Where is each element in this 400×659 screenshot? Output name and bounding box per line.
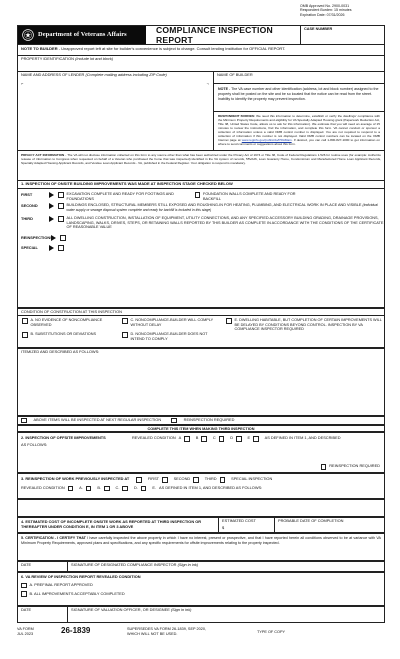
section-3-as-defined: AS DEFINED IN ITEM 1, AND DESCRIBED AS FOLLOWS:: [159, 484, 263, 490]
va-case-note: [214, 84, 384, 112]
omb-info: [300, 4, 352, 17]
special-label: SPECIAL: [21, 245, 38, 250]
section-2-revealed-label: REVEALED CONDITION: [132, 435, 176, 441]
improvements-completed-label: B. ALL IMPROVEMENTS ACCEPTABLY COMPLETED: [29, 590, 125, 596]
note-to-builder-text: - Unapproved report left at site for builder's convenience is subject to change. Consult lending institution for OFFICIAL REPORT.: [57, 46, 286, 51]
section-2-a-label: A: [178, 435, 182, 441]
section-3-d-checkbox[interactable]: [122, 486, 128, 492]
builder-name-field[interactable]: [214, 72, 384, 84]
form-title: COMPLIANCE INSPECTION REPORT: [156, 24, 273, 45]
property-identification-hint: (Include lot and block): [75, 56, 114, 61]
prefinal-approved-label: A. PREFINAL REPORT APPROVED: [29, 582, 93, 588]
improvements-completed-checkbox[interactable]: [21, 591, 27, 597]
condition-c-checkbox[interactable]: [122, 318, 128, 324]
section-3-second-checkbox[interactable]: [162, 477, 168, 483]
stage-second: [21, 203, 385, 212]
condition-b: [22, 332, 117, 338]
va-case-note-label: NOTE: [218, 87, 228, 92]
va-seal-icon: [22, 29, 34, 41]
section-5-text: I have carefully inspected the above property in which I have no interest, present or prospective, and that I have reported herein all conditions observed to be at variance with VA Minimum Property Requirements, approved plans and specifications, and any specific requirements for offsite improvements relating to the property inspected.: [21, 536, 381, 545]
respondent-burden: [214, 112, 384, 150]
condition-c: [122, 318, 220, 327]
lender-builder-section: [17, 72, 385, 151]
section-2-d-checkbox[interactable]: [236, 436, 242, 442]
section-3-special-checkbox[interactable]: [220, 477, 226, 483]
section-2-b-label: B: [195, 435, 199, 441]
stage-third-label: THIRD: [21, 216, 33, 221]
reinspections-checkbox[interactable]: [60, 235, 66, 241]
valuation-date-label: DATE: [21, 607, 32, 612]
va-form-label: VA FORM: [17, 627, 34, 631]
case-number-field[interactable]: [300, 26, 384, 44]
third-inspection-header: COMPLETE THIS ITEM WHEN MAKING THIRD INSPECTION: [17, 425, 385, 432]
omb-number: OMB Approved No. 2900-0031: [300, 4, 350, 8]
section-2-d-label: D: [230, 435, 234, 441]
second-stage-hint: (Individual water supply or sewage disposal system complete and ready for backfill is included in this stage): [66, 203, 378, 212]
supersedes-line-2: WHICH WILL NOT BE USED.: [127, 631, 178, 636]
section-2-a-checkbox[interactable]: [184, 436, 190, 442]
inspector-date-label: DATE: [21, 562, 32, 567]
itemized-label: ITEMIZED AND DESCRIBED AS FOLLOWS:: [21, 349, 100, 354]
form-footer: [17, 626, 385, 642]
itemized-description-field[interactable]: [17, 348, 385, 416]
condition-a-label: A. NO EVIDENCE OF NONCOMPLIANCE OBSERVED: [30, 318, 103, 327]
inspector-date-field[interactable]: [18, 562, 68, 571]
privacy-act-label: PRIVACY ACT INFORMATION: [21, 153, 65, 157]
inspector-signature-hint: (Sign in ink): [177, 562, 199, 567]
respondent-burden-time: Respondent Burden: 15 minutes: [300, 8, 352, 13]
condition-e-label: E. DWELLING HABITABLE, BUT COMPLETION OF CERTAIN IMPROVEMENTS WILL BE DELAYED BY CONDITIONS BEYOND CONTROL. INSPECTION BY VA COMPLIANCE INSPECTOR REQUIRED: [234, 318, 382, 332]
agency-name: Department of Veterans Affairs: [38, 31, 127, 39]
section-3-revealed-label: REVEALED CONDITION: [21, 484, 65, 490]
special-checkbox[interactable]: [58, 245, 64, 251]
section-2-e-label: E: [247, 435, 251, 441]
va-case-note-text: - The VA case number and other identification (address, lot and block number) assigned to the property shall be posted on the site and be so located that the notice can be read from the street. Inability to identify the property may prevent inspection.: [218, 87, 379, 101]
second-stage-text: BUILDINGS ENCLOSED, STRUCTURAL MEMBERS STILL EXPOSED AND ROUGHING-IN FOR HEATING, PLUMBING, AND ELECTRICAL WORK IN PLACE AND VISIBLE: [66, 203, 363, 207]
omb-link[interactable]: www.reginfo.gov/public/do/PRAMain: [241, 138, 292, 143]
stage-first: [21, 192, 313, 201]
arrow-icon: [49, 216, 54, 222]
stage-third: [21, 216, 385, 230]
property-identification-field[interactable]: [17, 56, 385, 72]
form-number: 26-1839: [61, 626, 91, 635]
section-2-reinspection-checkbox[interactable]: [321, 464, 327, 470]
second-stage-checkbox[interactable]: [58, 203, 64, 209]
respondent-burden-text: We need this information to determine, establish or verify the dwellings' compliance with the Minimum Property Requirements and eligibility for VA Specially Adapted Housing grant (Paperwork Reduction Act, Title 38, United States Code, allows us to ask for this information). We estimate that you will need an average of 15 minutes to review the instructions, find the information, and complete this form. VA cannot conduct or sponsor a collection of information unless a valid OMB control number is displayed. You are not required to respond to a collection of information if this number is not displayed. Valid OMB control numbers can be located on the OMB Internet page at: [218, 114, 380, 143]
items-inspection-row: [17, 416, 385, 425]
next-regular-inspection-checkbox[interactable]: [21, 418, 27, 424]
valuation-date-field[interactable]: [18, 607, 68, 622]
condition-c-label: C. NONCOMPLIANCE-BUILDER WILL COMPLY WITHOUT DELAY: [130, 318, 214, 327]
section-3-label: 3. REINSPECTION OF WORK PREVIOUSLY INSPECTED AT: [21, 476, 130, 482]
first-stage-option-2: FOUNDATION WALLS COMPLETE AND READY FOR BACKFILL: [203, 192, 296, 201]
valuation-signature-label: SIGNATURE OF VALUATION OFFICER, OR DESIGNEE: [71, 607, 170, 612]
section-2-c-label: C: [212, 435, 216, 441]
section-3-third-checkbox[interactable]: [193, 477, 199, 483]
arrow-icon: [51, 235, 56, 241]
section-3-a-checkbox[interactable]: [68, 486, 74, 492]
note-to-builder-label: NOTE TO BUILDER: [21, 46, 58, 51]
lender-address-hint: (Complete mailing address including ZIP Code): [85, 72, 167, 77]
section-3-first-checkbox[interactable]: [136, 477, 142, 483]
section-3-third-label: THIRD: [204, 476, 217, 482]
section-2-as-defined: AS DEFINED IN ITEM 1, AND DESCRIBED: [264, 435, 341, 441]
first-stage-checkbox-2[interactable]: [195, 192, 201, 198]
section-6-label: 6. VA REVIEW OF INSPECTION REPORT REVEALED CONDITION: [21, 574, 141, 579]
section-3-a-label: A.: [79, 484, 83, 490]
corner-mark-right: ¬: [206, 81, 209, 86]
property-identification-label: PROPERTY IDENTIFICATION: [21, 56, 74, 61]
case-number-label: CASE NUMBER: [304, 27, 333, 31]
condition-e-checkbox[interactable]: [226, 318, 232, 324]
section-4-estimated-cost: [17, 517, 385, 533]
supersedes-line-1: SUPERSEDES VA FORM 26-1839, SEP 2020,: [127, 627, 206, 631]
section-2-c-checkbox[interactable]: [219, 436, 225, 442]
section-4-label: 4. ESTIMATED COST OF INCOMPLETE ONSITE WORK AS REPORTED AT THIRD INSPECTION OR THEREAFTER UNDER CONDITION E, IN ITEM 1 OR 3 ABOVE: [21, 519, 202, 529]
completion-date-label: PROBABLE DATE OF COMPLETION: [278, 518, 344, 523]
prefinal-approved-checkbox[interactable]: [21, 583, 27, 589]
type-of-copy: TYPE OF COPY: [257, 630, 286, 634]
first-stage-option-1: EXCAVATION COMPLETE AND READY FOR FOOTINGS AND FOUNDATIONS: [66, 192, 174, 201]
arrow-icon: [49, 245, 54, 251]
expiration-date: Expiration Date: 07/31/2026: [300, 12, 345, 17]
corner-mark-left: ⌐: [21, 81, 24, 86]
section-3-c-label: C.: [115, 484, 120, 490]
condition-d-label: D. NONCOMPLIANCE-BUILDER DOES NOT INTEND TO COMPLY: [130, 332, 208, 341]
valuation-signature-field[interactable]: [68, 607, 384, 622]
inspector-signature-label: SIGNATURE OF DESIGNATED COMPLIANCE INSPECTOR: [71, 562, 177, 567]
supersedes-note: [127, 627, 206, 637]
section-2-follows: AS FOLLOWS:: [21, 441, 48, 447]
respondent-burden-label: RESPONDENT BURDEN:: [218, 114, 255, 119]
section-2-e-checkbox[interactable]: [253, 436, 259, 442]
note-to-builder: [17, 45, 385, 56]
section-5-label: 5. CERTIFICATION - I CERTIFY THAT: [21, 536, 86, 540]
stage-second-label: SECOND: [21, 203, 38, 208]
section-1-header: 1. INSPECTION OF ONSITE BUILDING IMPROVEMENTS WAS MADE AT INSPECTION STAGE CHECKED BELOW: [17, 181, 385, 189]
condition-b-label: B. SUBSTITUTIONS OR DEVIATIONS: [30, 332, 97, 336]
condition-d-checkbox[interactable]: [122, 332, 128, 338]
section-2-label: 2. INSPECTION OF OFFSITE IMPROVEMENTS: [21, 435, 106, 441]
respondent-burden-tail: . If desired, you can call 1-800-827-1000 to get information on where to send comments or suggestions about this form.: [218, 138, 380, 147]
arrow-icon: [49, 192, 54, 198]
form-header: [17, 25, 385, 45]
privacy-act-info: [17, 151, 385, 181]
currency-symbol: $: [222, 524, 225, 530]
condition-d: [122, 332, 220, 341]
first-stage-checkbox-1[interactable]: [58, 192, 64, 198]
section-3-b-checkbox[interactable]: [86, 486, 92, 492]
completion-date-field[interactable]: [274, 518, 384, 532]
inspector-signature-field[interactable]: [68, 562, 384, 571]
stage-first-label: FIRST: [21, 192, 33, 197]
estimated-cost-field[interactable]: [218, 518, 274, 532]
va-brand: [18, 26, 146, 44]
section-3-e-checkbox[interactable]: [141, 486, 147, 492]
reinspections-label: REINSPECTIONS: [21, 235, 53, 240]
lender-address-field[interactable]: [18, 72, 214, 150]
condition-a-checkbox[interactable]: [22, 318, 28, 324]
section-3-first-label: FIRST: [147, 476, 160, 482]
stage-reinspections: [21, 235, 69, 241]
section-2-reinspection-row: [17, 461, 385, 473]
third-stage-checkbox[interactable]: [58, 216, 64, 222]
arrow-icon: [49, 203, 54, 209]
valuation-signature-row: [17, 606, 385, 623]
condition-b-checkbox[interactable]: [22, 332, 28, 338]
va-form-block: [17, 627, 34, 637]
condition-e: [226, 318, 382, 332]
section-3-c-checkbox[interactable]: [104, 486, 110, 492]
section-3-e-label: E.: [152, 484, 157, 490]
next-regular-inspection-label: ABOVE ITEMS WILL BE INSPECTED AT NEXT REGULAR INSPECTION: [33, 417, 162, 423]
section-5-certification: [17, 533, 385, 561]
inspection-stages: [17, 189, 385, 308]
privacy-act-text: - The VA will not disclose information collected on this form to any source other than what has been authorized under the Privacy Act of 1974 or Title 38, Code of Federal Regulations 1.526 for routine uses (for example: Authorize release of information to Congress when requested on behalf of a Veteran who purchased the home that was inspected) identified in the VA system of records, 55VA26, Loan Guaranty Home, Condominium and Manufactured Home Loan Applicant Records, Specially Adapted Housing Applicant Records, and Vendee Loan Applicant Records - VA, published in the Federal Register. Your obligation to respond is mandatory.: [21, 153, 381, 166]
condition-options: [17, 316, 385, 348]
reinspection-required-label: REINSPECTION REQUIRED: [183, 417, 235, 423]
builder-name-label: NAME OF BUILDER: [217, 72, 253, 77]
inspector-signature-row: [17, 561, 385, 572]
stage-special: [21, 245, 67, 251]
section-2-reinspection-label: REINSPECTION REQUIRED: [329, 463, 380, 469]
condition-a: [22, 318, 117, 327]
section-3-description-field[interactable]: [17, 499, 385, 517]
third-stage-text: ALL DWELLING CONSTRUCTION, INSTALLATION OF EQUIPMENT, UTILITY CONNECTIONS, AND ANY SPECIFIED ACCESSORY BUILDING GRADING, DRAINAGE PROVISIONS, LANDSCAPING, WALKS, DRIVES, STEPS, OR RETAINING WALLS REPORTED BY THIS BUILDER AS COMPLETE IN ACCORDANCE WITH THE CONDITIONS OF THE CERTIFICATE OF REASONABLE VALUE: [66, 216, 384, 230]
estimated-cost-label: ESTIMATED COST: [222, 518, 256, 523]
section-3-second-label: SECOND: [173, 476, 191, 482]
reinspection-required-checkbox[interactable]: [171, 418, 177, 424]
section-3-d-label: D.: [133, 484, 138, 490]
valuation-signature-hint: (Sign in ink): [170, 607, 192, 612]
section-6-va-review: [17, 572, 385, 606]
va-form-date: JUL 2023: [17, 631, 34, 636]
condition-header: CONDITION OF CONSTRUCTION AT THIS INSPECTION: [17, 308, 385, 316]
right-column: [214, 72, 384, 150]
section-3-reinspection: [17, 473, 385, 499]
lender-address-label: NAME AND ADDRESS OF LENDER: [21, 72, 85, 77]
section-3-special-label: SPECIAL INSPECTION: [231, 476, 273, 482]
section-2-b-checkbox[interactable]: [201, 436, 207, 442]
section-3-b-label: B.: [97, 484, 102, 490]
